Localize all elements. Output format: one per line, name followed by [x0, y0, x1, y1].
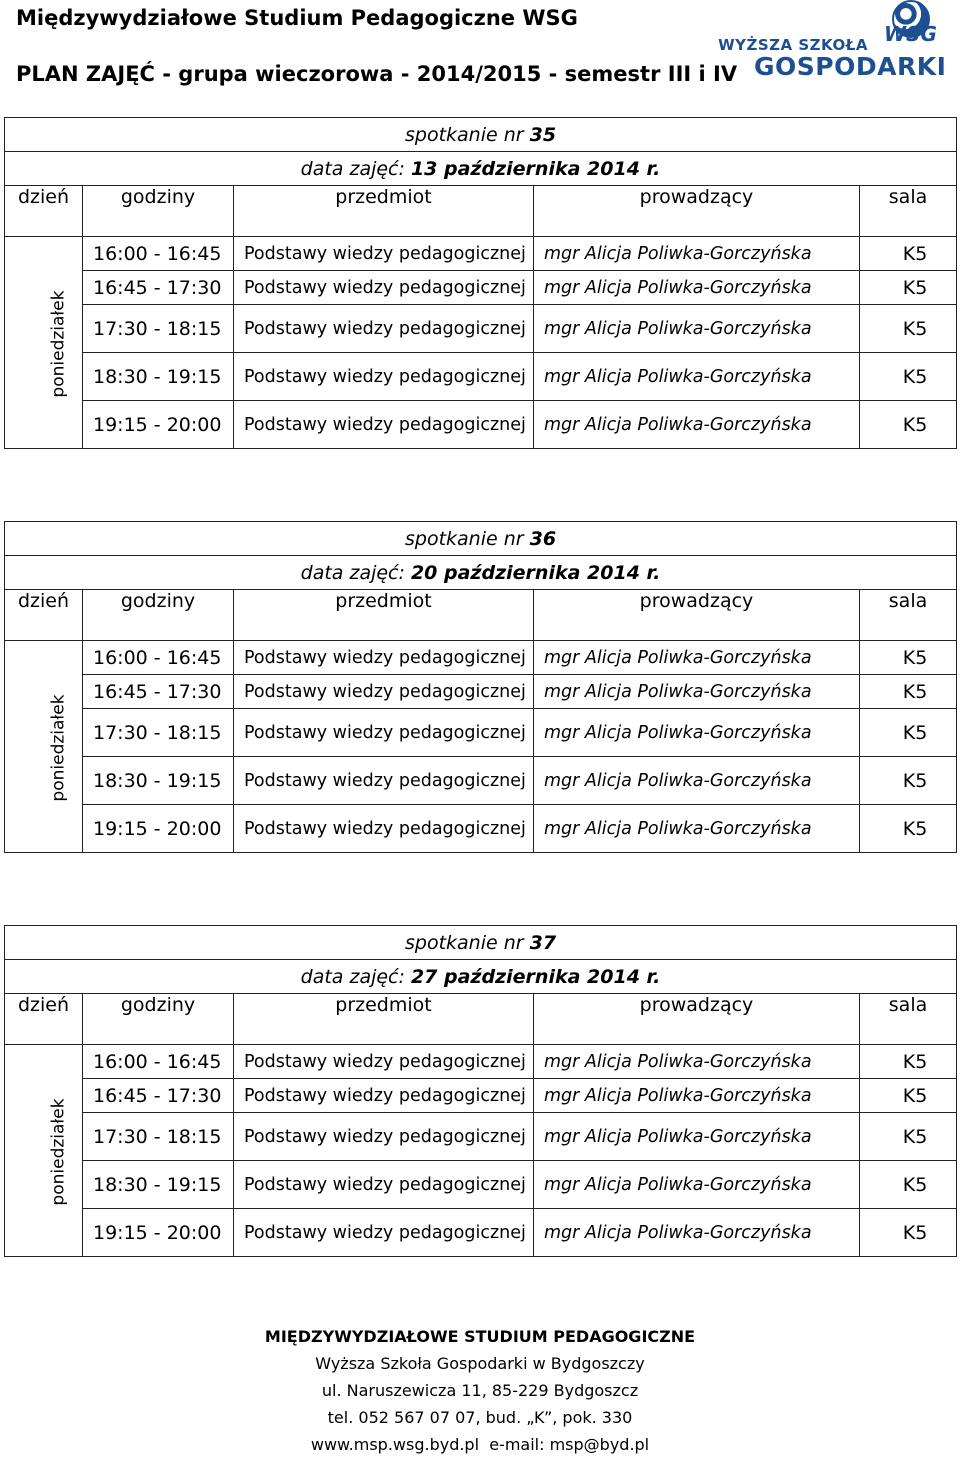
subject-cell: Podstawy wiedzy pedagogicznej [234, 353, 534, 401]
time-cell: 16:45 - 17:30 [83, 271, 234, 305]
col-header-room: sala [860, 994, 957, 1045]
meeting-block-36 [4, 521, 956, 853]
table-row [5, 641, 957, 675]
col-header-hours: godziny [83, 186, 234, 237]
teacher-cell: mgr Alicja Poliwka-Gorczyńska [534, 237, 860, 271]
time-cell: 19:15 - 20:00 [83, 401, 234, 449]
subject-cell: Podstawy wiedzy pedagogicznej [234, 675, 534, 709]
subject-cell: Podstawy wiedzy pedagogicznej [234, 305, 534, 353]
room-cell: K5 [860, 675, 957, 709]
logo-mark: WSG [884, 22, 937, 46]
footer [0, 1323, 960, 1458]
room-cell: K5 [860, 353, 957, 401]
subject-cell: Podstawy wiedzy pedagogicznej [234, 757, 534, 805]
time-cell: 17:30 - 18:15 [83, 1113, 234, 1161]
teacher-cell: mgr Alicja Poliwka-Gorczyńska [534, 1209, 860, 1257]
day-cell [5, 1045, 83, 1257]
day-cell [5, 641, 83, 853]
table-row [5, 709, 957, 757]
time-cell: 16:00 - 16:45 [83, 237, 234, 271]
time-cell: 17:30 - 18:15 [83, 709, 234, 757]
meeting-title: spotkanie nr 37 [5, 926, 957, 960]
meeting-date: data zajęć: 27 października 2014 r. [5, 960, 957, 994]
subject-cell: Podstawy wiedzy pedagogicznej [234, 1209, 534, 1257]
meeting-date-value: 27 października 2014 r. [410, 965, 661, 988]
subject-cell: Podstawy wiedzy pedagogicznej [234, 1079, 534, 1113]
table-row [5, 675, 957, 709]
time-cell: 18:30 - 19:15 [83, 757, 234, 805]
table-row [5, 1045, 957, 1079]
time-cell: 16:45 - 17:30 [83, 1079, 234, 1113]
day-label: poniedziałek [48, 289, 69, 398]
table-row [5, 1079, 957, 1113]
teacher-cell: mgr Alicja Poliwka-Gorczyńska [534, 1079, 860, 1113]
subject-cell: Podstawy wiedzy pedagogicznej [234, 1113, 534, 1161]
room-cell: K5 [860, 1113, 957, 1161]
footer-email-label: e-mail: [489, 1435, 550, 1454]
col-header-subject: przedmiot [234, 590, 534, 641]
schedule-table [4, 521, 957, 853]
table-row [5, 805, 957, 853]
col-header-day: dzień [5, 590, 83, 641]
footer-email-link[interactable]: msp@byd.pl [549, 1435, 650, 1454]
teacher-cell: mgr Alicja Poliwka-Gorczyńska [534, 1045, 860, 1079]
meeting-number: 35 [529, 123, 557, 146]
room-cell: K5 [860, 1079, 957, 1113]
room-cell: K5 [860, 271, 957, 305]
teacher-cell: mgr Alicja Poliwka-Gorczyńska [534, 401, 860, 449]
teacher-cell: mgr Alicja Poliwka-Gorczyńska [534, 1161, 860, 1209]
schedule-table [4, 117, 957, 449]
subject-cell: Podstawy wiedzy pedagogicznej [234, 237, 534, 271]
meeting-number: 36 [529, 527, 557, 550]
col-header-subject: przedmiot [234, 186, 534, 237]
room-cell: K5 [860, 641, 957, 675]
time-cell: 16:00 - 16:45 [83, 1045, 234, 1079]
time-cell: 16:45 - 17:30 [83, 675, 234, 709]
teacher-cell: mgr Alicja Poliwka-Gorczyńska [534, 353, 860, 401]
teacher-cell: mgr Alicja Poliwka-Gorczyńska [534, 675, 860, 709]
teacher-cell: mgr Alicja Poliwka-Gorczyńska [534, 1113, 860, 1161]
table-row [5, 1209, 957, 1257]
teacher-cell: mgr Alicja Poliwka-Gorczyńska [534, 271, 860, 305]
wsg-logo [716, 0, 956, 84]
table-row [5, 237, 957, 271]
subject-cell: Podstawy wiedzy pedagogicznej [234, 401, 534, 449]
teacher-cell: mgr Alicja Poliwka-Gorczyńska [534, 757, 860, 805]
room-cell: K5 [860, 1209, 957, 1257]
time-cell: 16:00 - 16:45 [83, 641, 234, 675]
day-label: poniedziałek [48, 693, 69, 802]
col-header-room: sala [860, 590, 957, 641]
footer-web-link[interactable]: www.msp.wsg.byd.pl [310, 1435, 480, 1454]
col-header-hours: godziny [83, 994, 234, 1045]
subject-cell: Podstawy wiedzy pedagogicznej [234, 641, 534, 675]
table-row [5, 305, 957, 353]
room-cell: K5 [860, 1045, 957, 1079]
subject-cell: Podstawy wiedzy pedagogicznej [234, 1045, 534, 1079]
table-row [5, 401, 957, 449]
meeting-date-value: 13 października 2014 r. [410, 157, 661, 180]
logo-line2: GOSPODARKI [754, 52, 947, 81]
teacher-cell: mgr Alicja Poliwka-Gorczyńska [534, 709, 860, 757]
room-cell: K5 [860, 237, 957, 271]
subject-cell: Podstawy wiedzy pedagogicznej [234, 805, 534, 853]
room-cell: K5 [860, 1161, 957, 1209]
day-label: poniedziałek [48, 1097, 69, 1206]
meeting-block-35 [4, 117, 956, 449]
room-cell: K5 [860, 805, 957, 853]
schedule-table [4, 925, 957, 1257]
table-row [5, 353, 957, 401]
col-header-subject: przedmiot [234, 994, 534, 1045]
plan-title: PLAN ZAJĘĆ - grupa wieczorowa - 2014/2015 - semestr III i IV [16, 62, 738, 86]
footer-contact [0, 1431, 960, 1458]
table-row [5, 271, 957, 305]
footer-university: Wyższa Szkoła Gospodarki w Bydgoszczy [315, 1354, 645, 1373]
time-cell: 19:15 - 20:00 [83, 1209, 234, 1257]
logo-line1: WYŻSZA SZKOŁA [718, 36, 868, 54]
footer-phone: tel. 052 567 07 07, bud. „K”, pok. 330 [327, 1408, 633, 1427]
subject-cell: Podstawy wiedzy pedagogicznej [234, 1161, 534, 1209]
teacher-cell: mgr Alicja Poliwka-Gorczyńska [534, 305, 860, 353]
col-header-day: dzień [5, 186, 83, 237]
table-row [5, 1113, 957, 1161]
subject-cell: Podstawy wiedzy pedagogicznej [234, 271, 534, 305]
meeting-title: spotkanie nr 35 [5, 118, 957, 152]
meeting-block-37 [4, 925, 956, 1257]
col-header-room: sala [860, 186, 957, 237]
time-cell: 18:30 - 19:15 [83, 1161, 234, 1209]
meeting-number: 37 [529, 931, 557, 954]
teacher-cell: mgr Alicja Poliwka-Gorczyńska [534, 641, 860, 675]
col-header-hours: godziny [83, 590, 234, 641]
table-row [5, 757, 957, 805]
day-cell [5, 237, 83, 449]
meeting-date-value: 20 października 2014 r. [410, 561, 661, 584]
teacher-cell: mgr Alicja Poliwka-Gorczyńska [534, 805, 860, 853]
col-header-teacher: prowadzący [534, 590, 860, 641]
header-title: Międzywydziałowe Studium Pedagogiczne WSG [16, 6, 578, 30]
time-cell: 19:15 - 20:00 [83, 805, 234, 853]
col-header-teacher: prowadzący [534, 186, 860, 237]
room-cell: K5 [860, 757, 957, 805]
time-cell: 17:30 - 18:15 [83, 305, 234, 353]
subject-cell: Podstawy wiedzy pedagogicznej [234, 709, 534, 757]
col-header-day: dzień [5, 994, 83, 1045]
meeting-date: data zajęć: 13 października 2014 r. [5, 152, 957, 186]
col-header-teacher: prowadzący [534, 994, 860, 1045]
table-row [5, 1161, 957, 1209]
footer-institution: MIĘDZYWYDZIAŁOWE STUDIUM PEDAGOGICZNE [264, 1327, 696, 1346]
meeting-title: spotkanie nr 36 [5, 522, 957, 556]
meeting-date: data zajęć: 20 października 2014 r. [5, 556, 957, 590]
room-cell: K5 [860, 709, 957, 757]
footer-address: ul. Naruszewicza 11, 85-229 Bydgoszcz [321, 1381, 639, 1400]
room-cell: K5 [860, 401, 957, 449]
time-cell: 18:30 - 19:15 [83, 353, 234, 401]
room-cell: K5 [860, 305, 957, 353]
